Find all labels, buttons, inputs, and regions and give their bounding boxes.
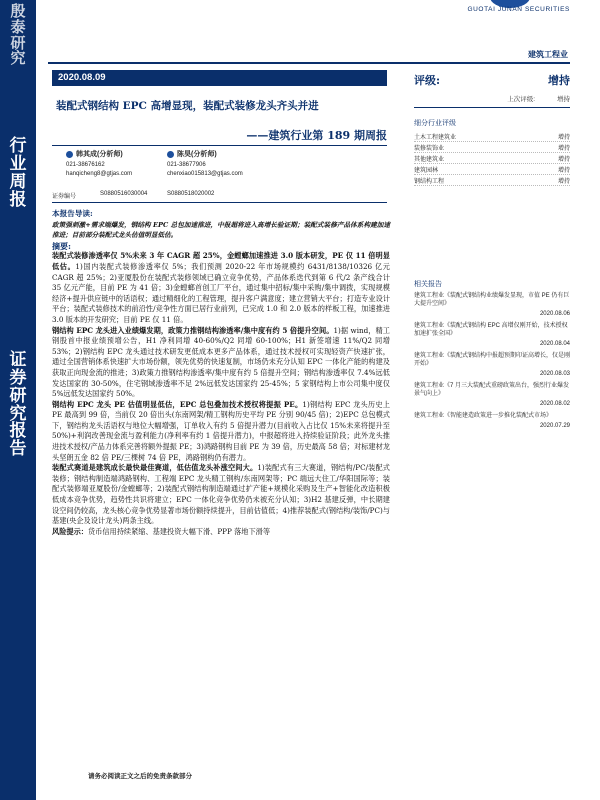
subindustry-table	[414, 131, 570, 186]
related-report-date: 2020.07.29	[539, 423, 570, 429]
report-date: 2020.08.09	[52, 70, 387, 86]
analyst-name: 韩其成(分析师)	[76, 151, 123, 158]
risk-paragraph	[52, 527, 390, 538]
table-row	[414, 175, 570, 186]
table-row	[414, 131, 570, 142]
paragraph-text: 1)钢结构 EPC 龙头历史上 PE 最高到 99 倍，当前仅 20 倍出头(东南网架/精工钢构历史平均 PE 分别 90/45 倍)；2)EPC 总包模式下，钢结构龙头活语权与地位大幅增强，订单收入有约 5 倍提升潜力(目前收入占比仅 15%未来将提升至 50%)+利润改善现金流与盈利能力(净利率有约 1 倍提升潜力)，中报超将进入持续验证阶段；此外龙头推进技术授权/产品力体系完善将额外提振 PE；3)鸿路钢构目前 PE 为 39 倍，历史最高 58 倍；对标建材龙头坚朗五金 82 倍 PE/三棵树 74 倍 PE，鸿路钢构仍有潜力。	[52, 399, 390, 462]
report-title: 装配式钢结构 EPC 高增显现，装配式装修龙头齐头并进	[56, 100, 319, 112]
rating-value: 增持	[548, 74, 570, 87]
subindustry-rating: 增持	[557, 134, 570, 141]
analyst-phone: 021-38676162	[66, 161, 105, 168]
sidebar-top-label: 殷 泰 研 究	[10, 2, 26, 68]
subindustry-name: 土木工程建筑业	[414, 134, 457, 141]
reg-label: 证券编号	[52, 194, 77, 200]
rating-panel	[414, 72, 570, 108]
paragraph-text: 1)国内装配式装修渗透率仅 5%；我们预测 2020-22 年市场规模约 6431/8138/10326 亿元 CAGR 超 25%；2)亚厦股份在装配式装修领域已确立竞争优势，产品体系迭代到第 6 代/2 条产线合计 35 亿元产能，目前 PE 为 41 倍；3)金螳螂首创工厂平台，通过集中招标/集中采购/集中调拨，实现规模经济+提升供应链中的话语权；通过精细化的工程管理，提升客户满意度；建立营销大平台；打造专业设计平台；装配式装修技术的前沿性/竞争性方面已居行业前列，已完成 1.0 和 2.0 版本的样板工程，加速推进 3.0 版本的开发研究；目前 PE 仅 11 倍。	[52, 261, 390, 324]
subindustry-name: 钢结构工程	[414, 178, 445, 185]
table-row	[414, 164, 570, 175]
related-report-title[interactable]: 建筑工程业《装配式钢结构业绩爆发显现，市值 PE 仍有巨大提升空间》	[414, 293, 570, 307]
related-report-date: 2020.08.03	[539, 371, 570, 377]
abstract-heading: 摘要:	[52, 240, 71, 251]
subindustry-name: 建筑园林	[414, 167, 439, 174]
prev-rating-value: 增持	[557, 96, 570, 103]
list-item[interactable]	[414, 322, 570, 348]
report-body	[52, 209, 390, 537]
list-item[interactable]	[414, 382, 570, 408]
rating-divider	[414, 107, 570, 108]
subindustry-rating: 增持	[557, 156, 570, 163]
person-icon	[66, 151, 73, 158]
paragraph-lead: 钢结构 EPC 龙头进入业绩爆发期，政策力推钢结构渗透率/集中度有约 5 倍提升空间。	[52, 325, 334, 335]
subindustry-heading: 细分行业评级	[414, 120, 456, 127]
prev-rating-label: 上次评级:	[507, 96, 535, 103]
related-report-title[interactable]: 建筑工程业《装配式钢结构中报超预期印证高增长，仅是刚开始》	[414, 353, 571, 367]
guide-heading: 本报告导读:	[52, 209, 93, 218]
related-report-date: 2020.08.04	[539, 341, 570, 347]
related-report-title[interactable]: 建筑工程业《智能建造政策进一步推化装配式市场》	[414, 413, 553, 419]
related-report-title[interactable]: 建筑工程业《7 月三大装配式重磅政策出台，强烈行业爆发景气向上》	[414, 383, 570, 397]
subindustry-rating: 增持	[557, 178, 570, 185]
list-item[interactable]	[414, 292, 570, 318]
related-report-date: 2020.08.06	[539, 311, 570, 317]
analyst-box	[52, 145, 387, 203]
analyst-email[interactable]: chenxiao015813@gtjas.com	[167, 171, 243, 177]
brand-sidebar	[0, 0, 36, 800]
paragraph-lead: 装配式装修渗透率仅 5%未来 3 年 CAGR 超 25%，金螳螂加速推进 3.0 版本研发，PE 仅 11 倍明显低估。	[52, 251, 390, 271]
paragraph-lead: 装配式赛道是建筑成长最快最佳赛道，低估值龙头补涨空间大。	[52, 463, 258, 473]
rating-label: 评级:	[414, 74, 441, 87]
company-name-en: GUOTAI JUNAN SECURITIES	[467, 6, 570, 13]
list-item[interactable]	[414, 412, 570, 430]
list-item[interactable]	[414, 352, 570, 378]
report-subtitle: ——建筑行业第 189 期周报	[246, 129, 387, 142]
related-heading: 相关报告	[414, 281, 442, 288]
analyst-card	[66, 150, 132, 180]
analyst-name: 陈昊(分析师)	[177, 151, 217, 158]
related-report-date: 2020.08.02	[539, 401, 570, 407]
subindustry-rating: 增持	[557, 145, 570, 152]
risk-text: 货币信用持续紧缩、基建投资大幅下滑、PPP 落地下滑等	[87, 526, 271, 536]
related-reports	[414, 292, 570, 434]
abstract-paragraph	[52, 463, 390, 527]
abstract-paragraph	[52, 400, 390, 464]
subindustry-name: 装修装饰业	[414, 145, 445, 152]
related-report-title[interactable]: 建筑工程业《装配式钢结构 EPC 高增仅刚开始，技术授权加速扩张全国》	[414, 323, 568, 337]
analyst-email[interactable]: hanqicheng8@gtjas.com	[66, 171, 133, 177]
analyst-phone: 021-38677906	[167, 161, 206, 168]
abstract-paragraph	[52, 251, 390, 325]
risk-label: 风险提示：	[52, 526, 88, 536]
disclaimer-footer: 请务必阅读正文之后的免责条款部分	[88, 772, 192, 780]
sidebar-section-label: 行 业 周 报	[9, 136, 27, 210]
paragraph-text: 1)据 wind，精工钢股首中报业绩预增公告，H1 净利同增 40-60%/Q2 同增 60-100%；H1 新签增速 11%/Q2 同增 53%；2)钢结构 EPC 龙头通过技术研发更低成本更多产品体系，通过技术授权可实现轻资产快速扩张，通过全国营销体系快速扩大市场份额，领先优势的快速复制，市场仍未充分认知 EPC 一体化产能的构建及获取正向现金流的推进；3)政策力推钢结构渗透率/集中度有约 5 倍提升空间；钢结构渗透率仅 7.4%远低发达国家的 30-50%，住宅钢域渗透率不足 2%远低发达国家约 25-45%；5 家钢结构上市公司集中度仅 5%远低发达国家约 50%。	[52, 325, 390, 399]
abstract-paragraph	[52, 326, 390, 400]
paragraph-lead: 钢结构 EPC 龙头 PE 估值明显低估，EPC 总包叠加技术授权将提振 PE。	[52, 399, 303, 409]
company-logo	[420, 0, 570, 22]
table-row	[414, 153, 570, 164]
guide-text: 政策强刺激+需求端爆发，钢结构 EPC 总包加速推进，中报超将进入高增长验证期；装配式装修产品体系构建加速推进；目前部分装配式龙头估值明显低估。	[52, 220, 390, 240]
paragraph-text: 1)装配式有三大赛道，钢结构/PC/装配式装修；钢结构制造端鸿路钢构、工程端 EPC 龙头精工钢构/东南网架等；PC 端远大住工/华阳国际等；装配式装修端亚厦股份/金螳螂等；2)装配式钢结构制造端通过扩产能+规模化采购及生产+智能化改造积极低成本竞争优势，趋势性共识将建立；EPC 一体化竞争优势仍未被充分认知；3)H2 基建反弹，中长期建设空间仍较高，龙头核心竞争优势显著市场份额持续提升，目前估值低；4)推荐装配式(钢结构/装饰/PC)与基建(央企及设计龙头)两条主线。	[52, 463, 390, 526]
analyst-card	[167, 150, 243, 180]
analyst-reg-number: S0880516030004	[100, 191, 148, 197]
subindustry-rating: 增持	[557, 167, 570, 174]
sidebar-series-label: 证 券 研 究 报 告	[9, 350, 27, 460]
analyst-reg-number: S0880518020002	[167, 191, 215, 197]
table-row	[414, 142, 570, 153]
subindustry-name: 其他建筑业	[414, 156, 445, 163]
industry-tag: 建筑工程业	[528, 50, 568, 59]
person-icon	[167, 151, 174, 158]
header-divider	[48, 62, 570, 64]
